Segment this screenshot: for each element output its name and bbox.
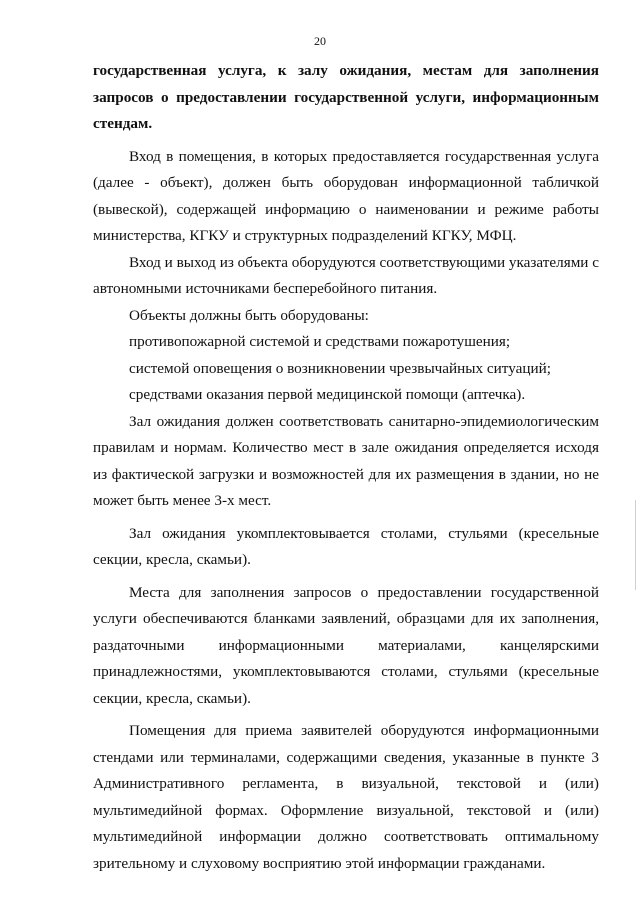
heading-line-3: стендам.: [93, 115, 153, 132]
paragraph-equipment-intro: Объекты должны быть оборудованы:: [129, 306, 369, 324]
heading-line-2: запросов о предоставлении государственной услуги, информационным: [93, 88, 599, 106]
paragraph-request-filling-places: Места для заполнения запросов о предоставлении государственной услуги обеспечиваются бланками заявлений, образцами для их заполнения, раздаточными информационными материалами, канцелярскими принадлежностями, укомплектовываются столами, стульями (кресельные секции, кресла, скамьи).: [93, 583, 599, 707]
document-body: [93, 58, 599, 877]
paragraph-waiting-hall-norms: Зал ожидания должен соответствовать санитарно-эпидемиологическим правилам и нормам. Количество мест в зале ожидания определяется исходя из фактической загрузки и возможностей для их размещения в здании, но не может быть менее 3-х мест.: [93, 412, 599, 509]
scan-edge-mark: [635, 500, 636, 590]
list-item-fire-safety: противопожарной системой и средствами пожаротушения;: [129, 333, 511, 350]
paragraph-entrance-signage: Вход в помещения, в которых предоставляется государственная услуга (далее - объект), должен быть оборудован информационной табличкой (вывеской), содержащей информацию о наименовании и режиме работы министерства, КГКУ и структурных подразделений КГКУ, МФЦ.: [93, 147, 599, 244]
page-number: 20: [314, 34, 326, 48]
heading-line-1: государственная услуга, к залу ожидания, местам для заполнения: [93, 62, 599, 79]
list-item-first-aid: средствами оказания первой медицинской помощи (аптечка).: [129, 386, 526, 403]
list-item-emergency-alert: системой оповещения о возникновении чрезвычайных ситуаций;: [129, 359, 551, 377]
paragraph-waiting-hall-furniture: Зал ожидания укомплектовывается столами, стульями (кресельные секции, кресла, скамьи).: [93, 524, 599, 568]
paragraph-information-stands: Помещения для приема заявителей оборудуются информационными стендами или терминалами, содержащими сведения, указанные в пункте 3 Административного регламента, в визуальной, текстовой и (или) мультимедийной формах. Оформление визуальной, текстовой и (или) мультимедийной информации должно соответствовать оптимальному зрительному и слуховому восприятию этой информации гражданами.: [93, 722, 599, 872]
paragraph-entrance-exit-signs: Вход и выход из объекта оборудуются соответствующими указателями с автономными источниками бесперебойного питания.: [93, 253, 599, 297]
